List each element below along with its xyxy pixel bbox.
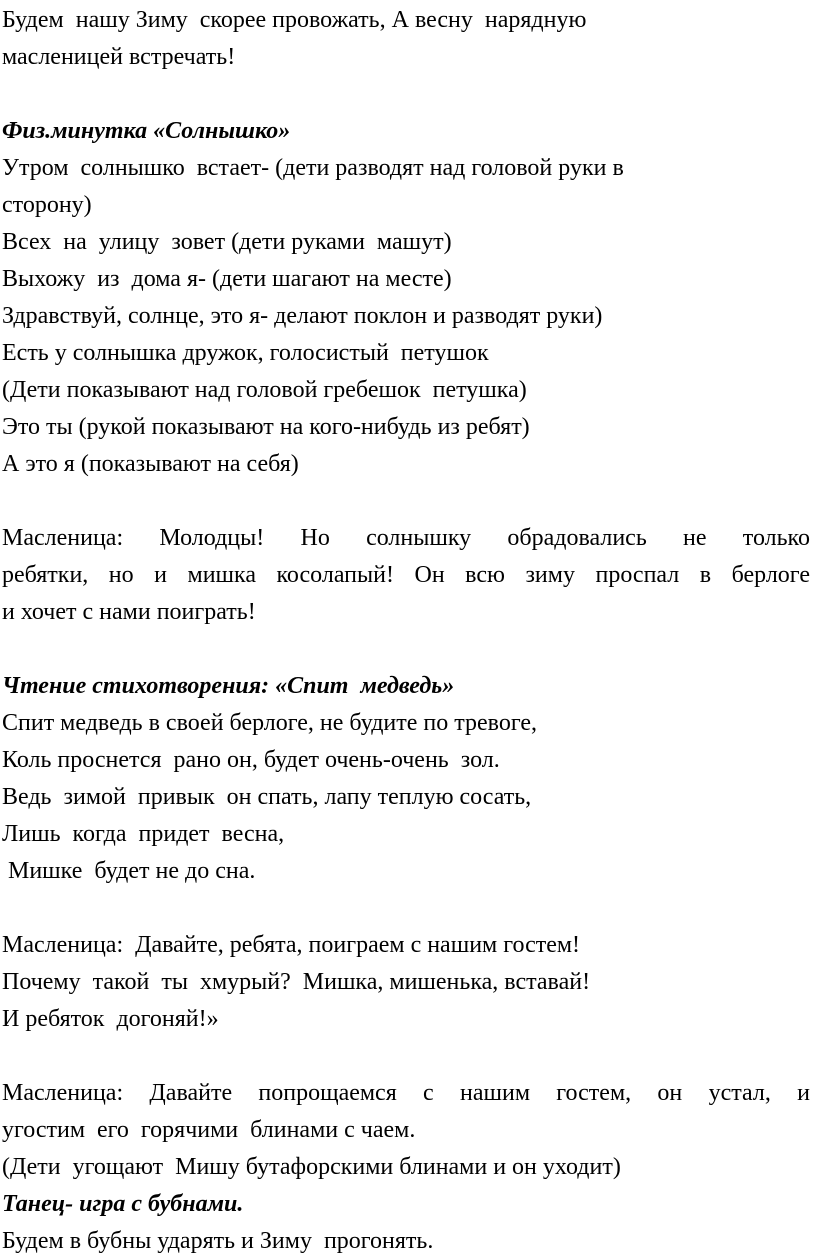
text-line: сторону) xyxy=(2,192,92,218)
text-line: Мишке будет не до сна. xyxy=(2,858,256,884)
text-line: угостим его горячими блинами с чаем. xyxy=(2,1117,416,1143)
text-line: Это ты (рукой показывают на кого-нибудь из ребят) xyxy=(2,414,530,440)
text-line: Коль проснется рано он, будет очень-очень зол. xyxy=(2,747,500,773)
text-line: Почему такой ты хмурый? Мишка, мишенька, вставай! xyxy=(2,969,591,995)
text-line: И ребяток догоняй!» xyxy=(2,1006,219,1032)
text-line: (Дети угощают Мишу бутафорскими блинами и он уходит) xyxy=(2,1154,621,1180)
text-line: Спит медведь в своей берлоге, не будите по тревоге, xyxy=(2,710,538,736)
text-line: Лишь когда придет весна, xyxy=(2,821,285,847)
text-line: Утром солнышко встает- (дети разводят над головой руки в xyxy=(2,155,624,181)
text-line: Ведь зимой привык он спать, лапу теплую сосать, xyxy=(2,784,532,810)
text-line: Масленица: Давайте попрощаемся с нашим гостем, он устал, и xyxy=(2,1080,810,1106)
blank-line xyxy=(2,1038,810,1075)
text-line: масленицей встречать! xyxy=(2,44,236,70)
blank-line xyxy=(2,76,810,113)
text-line: Масленица: Молодцы! Но солнышку обрадовались не только xyxy=(2,525,810,551)
section-heading: Физ.минутка «Солнышко» xyxy=(2,118,291,144)
text-line: Масленица: Давайте, ребята, поиграем с нашим гостем! xyxy=(2,932,581,958)
text-line: Здравствуй, солнце, это я- делают поклон и разводят руки) xyxy=(2,303,603,329)
text-line: (Дети показывают над головой гребешок петушка) xyxy=(2,377,527,403)
blank-line xyxy=(2,631,810,668)
text-line: Есть у солнышка дружок, голосистый петушок xyxy=(2,340,489,366)
text-line: Будем в бубны ударять и Зиму прогонять. xyxy=(2,1228,434,1254)
text-line: и хочет с нами поиграть! xyxy=(2,599,256,625)
blank-line xyxy=(2,890,810,927)
section-heading: Танец- игра с бубнами. xyxy=(2,1191,244,1217)
text-line: Всех на улицу зовет (дети руками машут) xyxy=(2,229,452,255)
section-heading: Чтение стихотворения: «Спит медведь» xyxy=(2,673,455,699)
text-line: А это я (показывают на себя) xyxy=(2,451,299,477)
text-line: Выхожу из дома я- (дети шагают на месте) xyxy=(2,266,452,292)
text-line: Будем нашу Зиму скорее провожать, А весну нарядную xyxy=(2,7,587,33)
text-line: ребятки, но и мишка косолапый! Он всю зиму проспал в берлоге xyxy=(2,562,810,588)
blank-line xyxy=(2,483,810,520)
